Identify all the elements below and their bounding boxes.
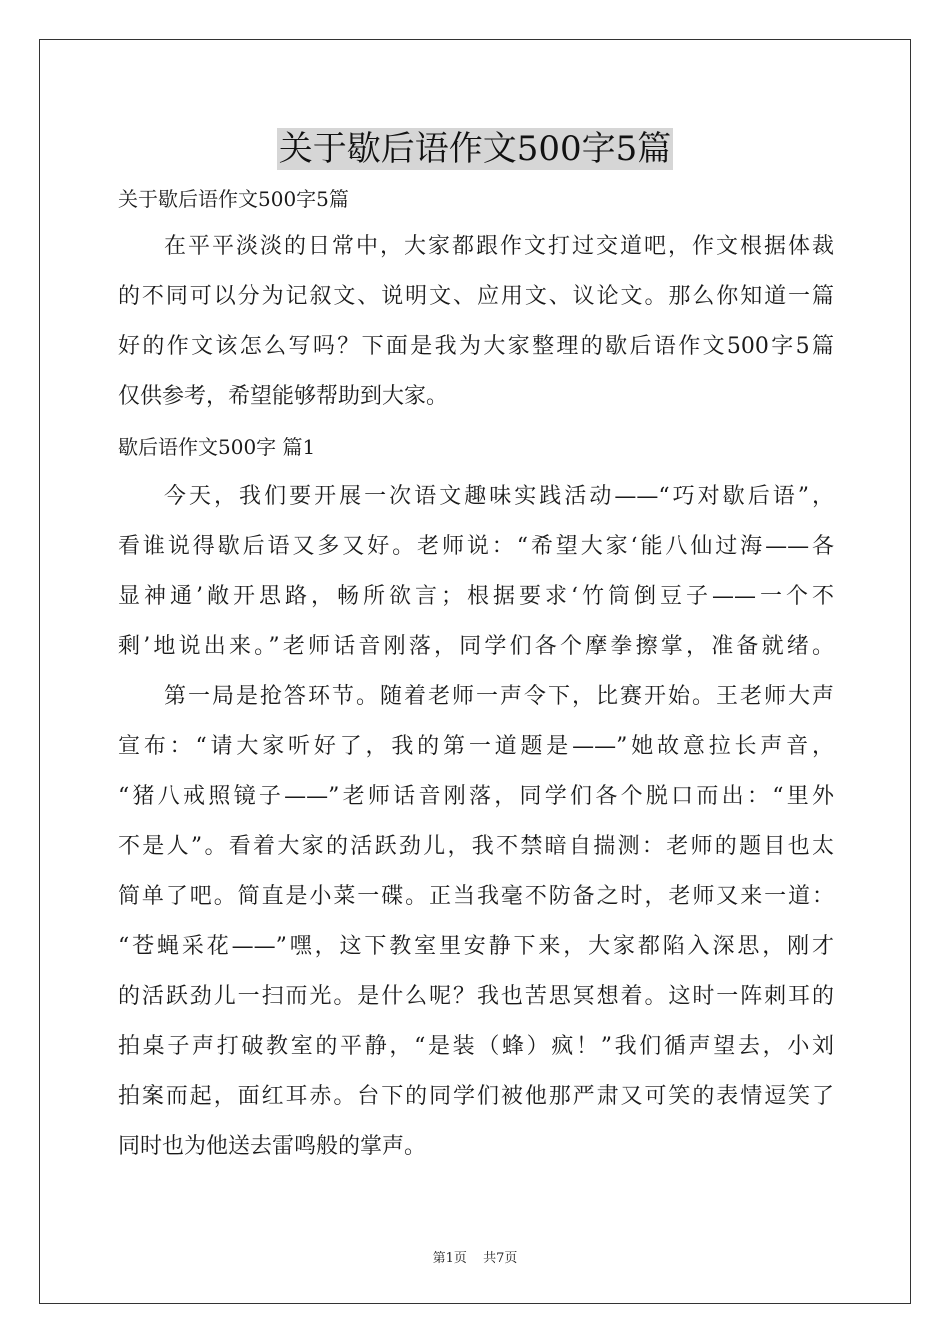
page-number-current: 第1页 [432,1251,467,1266]
document-title: 关于歇后语作文500字5篇 [278,129,672,169]
paragraph-line: 今天，我们要开展一次语文趣味实践活动——“巧对歇后语”， [164,484,834,509]
paragraph-line: 第一局是抢答环节。随着老师一声令下，比赛开始。王老师大声 [164,684,834,709]
paragraph-line: 的活跃劲儿一扫而光。是什么呢？我也苦思冥想着。这时一阵刺耳的 [118,984,834,1009]
paragraph-line: 宣布：“请大家听好了，我的第一道题是——”她故意拉长声音， [118,734,834,759]
paragraph-line: 的不同可以分为记叙文、说明文、应用文、议论文。那么你知道一篇 [118,284,834,309]
paragraph-line: 简单了吧。简直是小菜一碟。正当我毫不防备之时，老师又来一道： [118,884,834,909]
paragraph-line: “猪八戒照镜子——”老师话音刚落，同学们各个脱口而出：“里外 [118,784,834,809]
page-footer [0,1247,950,1266]
paragraph-line: 拍案而起，面红耳赤。台下的同学们被他那严肃又可笑的表情逗笑了 [118,1084,834,1109]
document-body [118,176,834,1172]
paragraph-line: 同时也为他送去雷鸣般的掌声。 [118,1134,427,1159]
paragraph-line: 在平平淡淡的日常中，大家都跟作文打过交道吧，作文根据体裁 [164,234,834,259]
paragraph-line: 剩’地说出来。”老师话音刚落，同学们各个摩拳擦掌，准备就绪。 [118,634,834,659]
document-subtitle: 关于歇后语作文500字5篇 [118,187,349,211]
paragraph-line: 好的作文该怎么写吗？下面是我为大家整理的歇后语作文500字5篇 [118,334,834,359]
paragraph-line: “苍蝇采花——”嘿，这下教室里安静下来，大家都陷入深思，刚才 [118,934,834,959]
page-number-total: 共7页 [483,1251,518,1266]
title-wrap [0,128,950,170]
paragraph-line: 不是人”。看着大家的活跃劲儿，我不禁暗自揣测：老师的题目也太 [118,834,834,859]
paragraph-line: 拍桌子声打破教室的平静，“是装（蜂）疯！”我们循声望去，小刘 [118,1034,834,1059]
paragraph-line: 显神通’敞开思路，畅所欲言；根据要求‘竹筒倒豆子——一个不 [118,584,834,609]
paragraph-line: 仅供参考，希望能够帮助到大家。 [118,384,449,409]
paragraph-line: 看谁说得歇后语又多又好。老师说：“希望大家‘能八仙过海——各 [118,534,834,559]
section-heading: 歇后语作文500字 篇1 [118,435,316,459]
